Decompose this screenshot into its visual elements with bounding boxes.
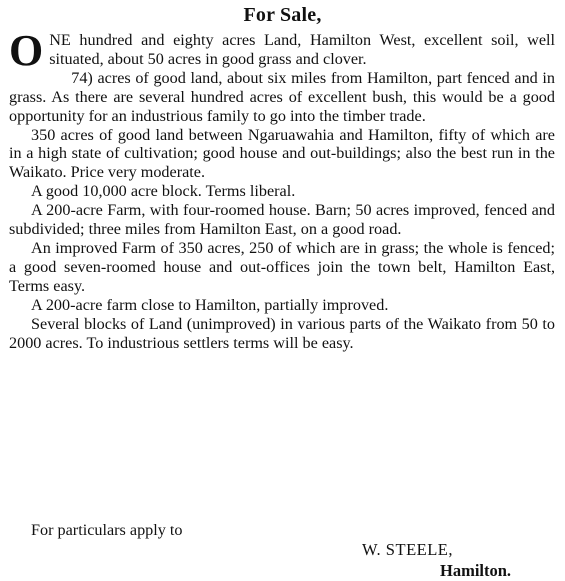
drop-cap: O (9, 26, 44, 75)
apply-line: For particulars apply to (31, 521, 183, 539)
signature-place: Hamilton. (440, 561, 512, 580)
paragraph-6: An improved Farm of 350 acres, 250 of which are in grass; the whole is fenced; a good seven-roomed house and out-offices join the town belt, Hamilton East, Terms easy. (9, 238, 555, 295)
signature-name: W. STEELE, (362, 540, 454, 559)
paragraph-5: A 200-acre Farm, with four-roomed house. Barn; 50 acres improved, fenced and subdivided; three miles from Hamilton East, on a good road. (9, 201, 555, 239)
paragraph-1-text: NE hundred and eighty acres Land, Hamilton West, excellent soil, well situated, about 50 acres in good grass and clover. (49, 31, 555, 68)
paragraph-7: A 200-acre farm close to Hamilton, partially improved. (31, 295, 389, 314)
paragraph-2: 74) acres of good land, about six miles from Hamilton, part fenced and in grass. As there are several hundred acres of excellent bush, this would be a good opportunity for an industrious family to go into the timber trade. (9, 68, 555, 125)
ad-body (9, 26, 555, 352)
paragraph-8: Several blocks of Land (unimproved) in various parts of the Waikato from 50 to 2000 acres. To industrious settlers terms will be easy. (9, 314, 555, 352)
paragraph-4: A good 10,000 acre block. Terms liberal. (31, 182, 296, 201)
paragraph-3: 350 acres of good land between Ngaruawahia and Hamilton, fifty of which are in a high state of cultivation; good house and out-buildings; also the best run in the Waikato. Price very moderate. (9, 125, 555, 182)
ad-title: For Sale, (243, 4, 322, 26)
paragraph-1 (9, 26, 555, 75)
